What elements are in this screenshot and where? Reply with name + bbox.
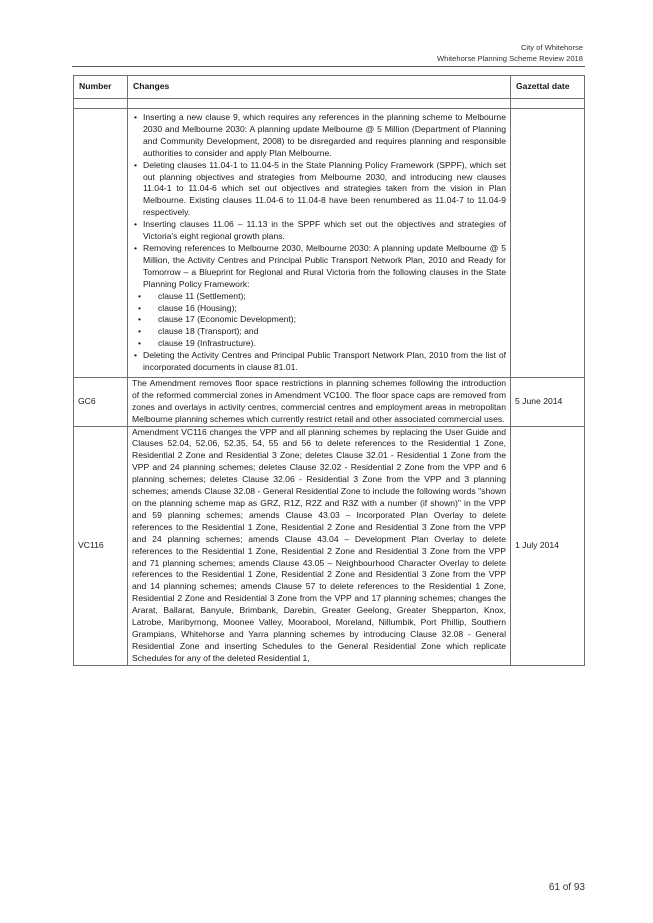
cell-number: GC6 [74, 377, 128, 426]
header-doc-title: Whitehorse Planning Scheme Review 2018 [436, 54, 583, 63]
column-header-changes: Changes [128, 76, 511, 99]
clause-sub-list [132, 291, 506, 351]
amendments-table [73, 75, 585, 666]
list-item: • Inserting a new clause 9, which requires any references in the planning scheme to Melbourne 2030 and Melbourne 2030: A planning update Melbourne @ 5 Million (Department of Planning and Community Development, 2008) to be disregarded and requires planning and responsible authorities to consider and apply Plan Melbourne. [132, 112, 506, 160]
cell-gazettal-date: 1 July 2014 [511, 426, 585, 665]
sub-list-item: • clause 19 (Infrastructure). [132, 338, 506, 350]
table-row-continued [74, 109, 585, 378]
header-rule [72, 66, 585, 67]
page-number: 61 of 93 [548, 882, 585, 893]
sub-list-item: • clause 16 (Housing); [132, 303, 506, 315]
list-item: • Inserting clauses 11.06 – 11.13 in the SPPF which set out the objectives and strategies of Victoria's eight regional growth plans. [132, 219, 506, 243]
list-item: • Deleting the Activity Centres and Principal Public Transport Network Plan, 2010 from the list of incorporated documents in clause 81.01. [132, 350, 506, 374]
sub-list-item: • clause 17 (Economic Development); [132, 314, 506, 326]
bullet-list [132, 112, 506, 374]
cell-number-empty [74, 109, 128, 378]
sub-list-item: • clause 11 (Settlement); [132, 291, 506, 303]
page-header [437, 42, 583, 64]
cell-gazettal-date: 5 June 2014 [511, 377, 585, 426]
cell-date-empty [511, 109, 585, 378]
cell-changes: Amendment VC116 changes the VPP and all planning schemes by replacing the User Guide and Clauses 52.04, 52.06, 52.35, 54, 55 and 56 to delete references to the Residential 1 Zone, Residential 2 Zone and Residential 3 Zone; deletes Clause 32.01 - Residential 1 Zone from the VPP and 24 planning schemes; deletes Clause 32.02 - Residential 2 Zone from the VPP and 6 planning schemes; deletes Clause 32.06 - Residential 3 Zone from the VPP and 3 planning schemes; amends Clause 32.08 - General Residential Zone to include the following words "shown on the planning scheme map as GRZ, R1Z, R2Z and R3Z with a number (if shown)" in the VPP and 59 planning schemes; amends Clause 43.03 – Incorporated Plan Overlay to delete references to the Residential 1 Zone, Residential 2 Zone and Residential 3 Zone from the VPP and 24 planning schemes; amends Clause 43.04 – Development Plan Overlay to delete references to the Residential 1 Zone, Residential 2 Zone and Residential 3 Zone from the VPP and 71 planning schemes; amends Clause 43.05 – Neighbourhood Character Overlay to delete references to the Residential 1 Zone, Residential 2 Zone and Residential 3 Zone from the VPP and 14 planning schemes; amends Clause 57 to delete references to the Residential 1 Zone, Residential 2 Zone and Residential 3 Zone from the VPP and 17 planning schemes; changes the Ararat, Ballarat, Banyule, Brimbank, Darebin, Greater Geelong, Greater Shepparton, Knox, Latrobe, Maribyrnong, Moonee Valley, Moorabool, Moreland, Nillumbik, Port Phillip, Southern Grampians, Whitehorse and Yarra planning schemes by introducing Clause 32.08 - General Residential Zone and inserting Schedules to the General Residential Zone which replicate Schedules for any of the deleted Residential 1, [128, 426, 511, 665]
list-item: • Deleting clauses 11.04-1 to 11.04-5 in the State Planning Policy Framework (SPPF), which set out planning objectives and strategies from Melbourne 2030, and introducing new clauses 11.04-1 to 11.04-6 which set out objectives and strategies taken from the vision in Plan Melbourne. Existing clauses 11.04-6 to 11.04-8 have been renumbered as 11.04-7 to 11.04-9 respectively. [132, 160, 506, 220]
list-item [132, 243, 506, 350]
removing-references-text: Removing references to Melbourne 2030, Melbourne 2030: A planning update Melbourne @ 5 Million, the Activity Centres and Principal Public Transport Network Plan, 2010 and Ready for Tomorrow – a Blueprint for Regional and Rural Victoria from the following clauses in the State Planning Policy Framework: [143, 242, 506, 289]
cell-number: VC116 [74, 426, 128, 665]
table-row-vc116 [74, 426, 585, 665]
header-org: City of Whitehorse [520, 43, 583, 52]
sub-list-item: • clause 18 (Transport); and [132, 326, 506, 338]
spacer-row [74, 99, 585, 109]
cell-changes: The Amendment removes floor space restrictions in planning schemes following the introduction of the reformed commercial zones in Amendment VC100. The floor space caps are removed from zones and overlays in activity centres, commercial centres and employment areas in metropolitan Melbourne planning schemes which currently restrict retail and other associated commercial uses. [128, 377, 511, 426]
cell-changes-continued [128, 109, 511, 378]
column-header-number: Number [74, 76, 128, 99]
column-header-gazettal-date: Gazettal date [511, 76, 585, 99]
table-header-row [74, 76, 585, 99]
table-row-gc6 [74, 377, 585, 426]
